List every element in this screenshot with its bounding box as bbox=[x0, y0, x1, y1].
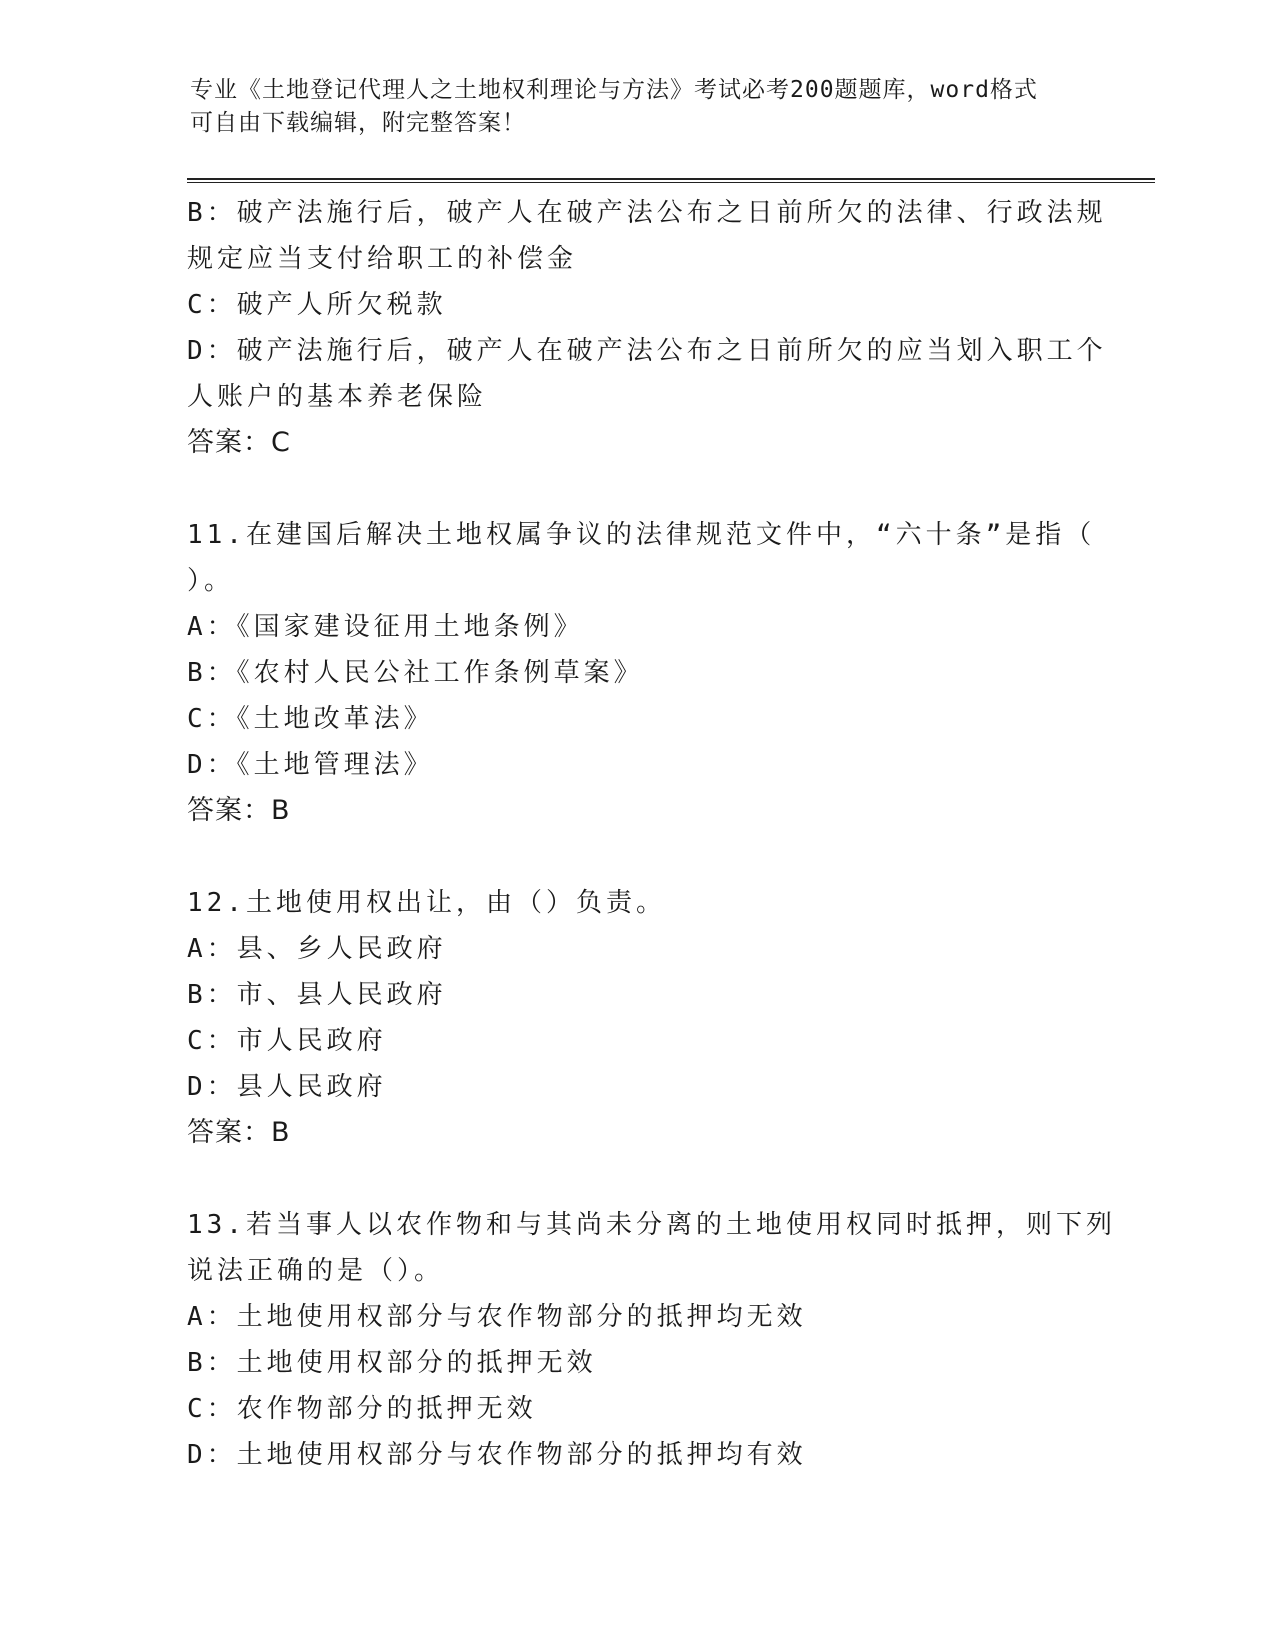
question-content bbox=[187, 190, 1116, 1478]
answer-label: 答案：B bbox=[187, 795, 291, 826]
question-stem-line-2: 说法正确的是（）。 bbox=[187, 1256, 445, 1286]
option-c: C：农作物部分的抵押无效 bbox=[187, 1394, 537, 1424]
question-block-12 bbox=[187, 880, 1087, 1156]
option-c: C：《土地改革法》 bbox=[187, 704, 434, 734]
spacer bbox=[187, 466, 1087, 512]
option-c: C：破产人所欠税款 bbox=[187, 290, 447, 320]
option-a: A：土地使用权部分与农作物部分的抵押均无效 bbox=[187, 1302, 807, 1332]
question-block-13 bbox=[187, 1202, 1116, 1478]
option-c: C：市人民政府 bbox=[187, 1026, 387, 1056]
answer-label: 答案：C bbox=[187, 427, 291, 458]
option-b-line-1: B：破产法施行后，破产人在破产法公布之日前所欠的法律、行政法规 bbox=[187, 198, 1107, 228]
header-divider bbox=[187, 178, 1155, 183]
option-b-line-2: 规定应当支付给职工的补偿金 bbox=[187, 244, 578, 274]
question-block-10 bbox=[187, 190, 1107, 466]
spacer bbox=[187, 834, 1087, 880]
option-b: B：《农村人民公社工作条例草案》 bbox=[187, 658, 644, 688]
option-a: A：县、乡人民政府 bbox=[187, 934, 447, 964]
answer-label: 答案：B bbox=[187, 1117, 291, 1148]
question-stem: 12.土地使用权出让，由（）负责。 bbox=[187, 888, 666, 918]
option-d-line-1: D：破产法施行后，破产人在破产法公布之日前所欠的应当划入职工个 bbox=[187, 336, 1107, 366]
option-d: D：县人民政府 bbox=[187, 1072, 387, 1102]
question-block-11 bbox=[187, 512, 1096, 834]
spacer bbox=[187, 1156, 1087, 1202]
document-header bbox=[190, 74, 1090, 140]
question-stem-line-2: ）。 bbox=[187, 566, 235, 596]
option-d: D：土地使用权部分与农作物部分的抵押均有效 bbox=[187, 1440, 807, 1470]
header-title-line-1: 专业《土地登记代理人之土地权利理论与方法》考试必考200题题库，word格式 bbox=[190, 77, 1038, 103]
option-d: D：《土地管理法》 bbox=[187, 750, 434, 780]
option-b: B：市、县人民政府 bbox=[187, 980, 447, 1010]
question-stem-line-1: 13.若当事人以农作物和与其尚未分离的土地使用权同时抵押，则下列 bbox=[187, 1210, 1116, 1240]
option-d-line-2: 人账户的基本养老保险 bbox=[187, 382, 488, 412]
question-stem-line-1: 11.在建国后解决土地权属争议的法律规范文件中，“六十条”是指（ bbox=[187, 520, 1096, 550]
option-a: A：《国家建设征用土地条例》 bbox=[187, 612, 584, 642]
header-title-line-2: 可自由下载编辑，附完整答案！ bbox=[190, 110, 526, 136]
option-b: B：土地使用权部分的抵押无效 bbox=[187, 1348, 597, 1378]
